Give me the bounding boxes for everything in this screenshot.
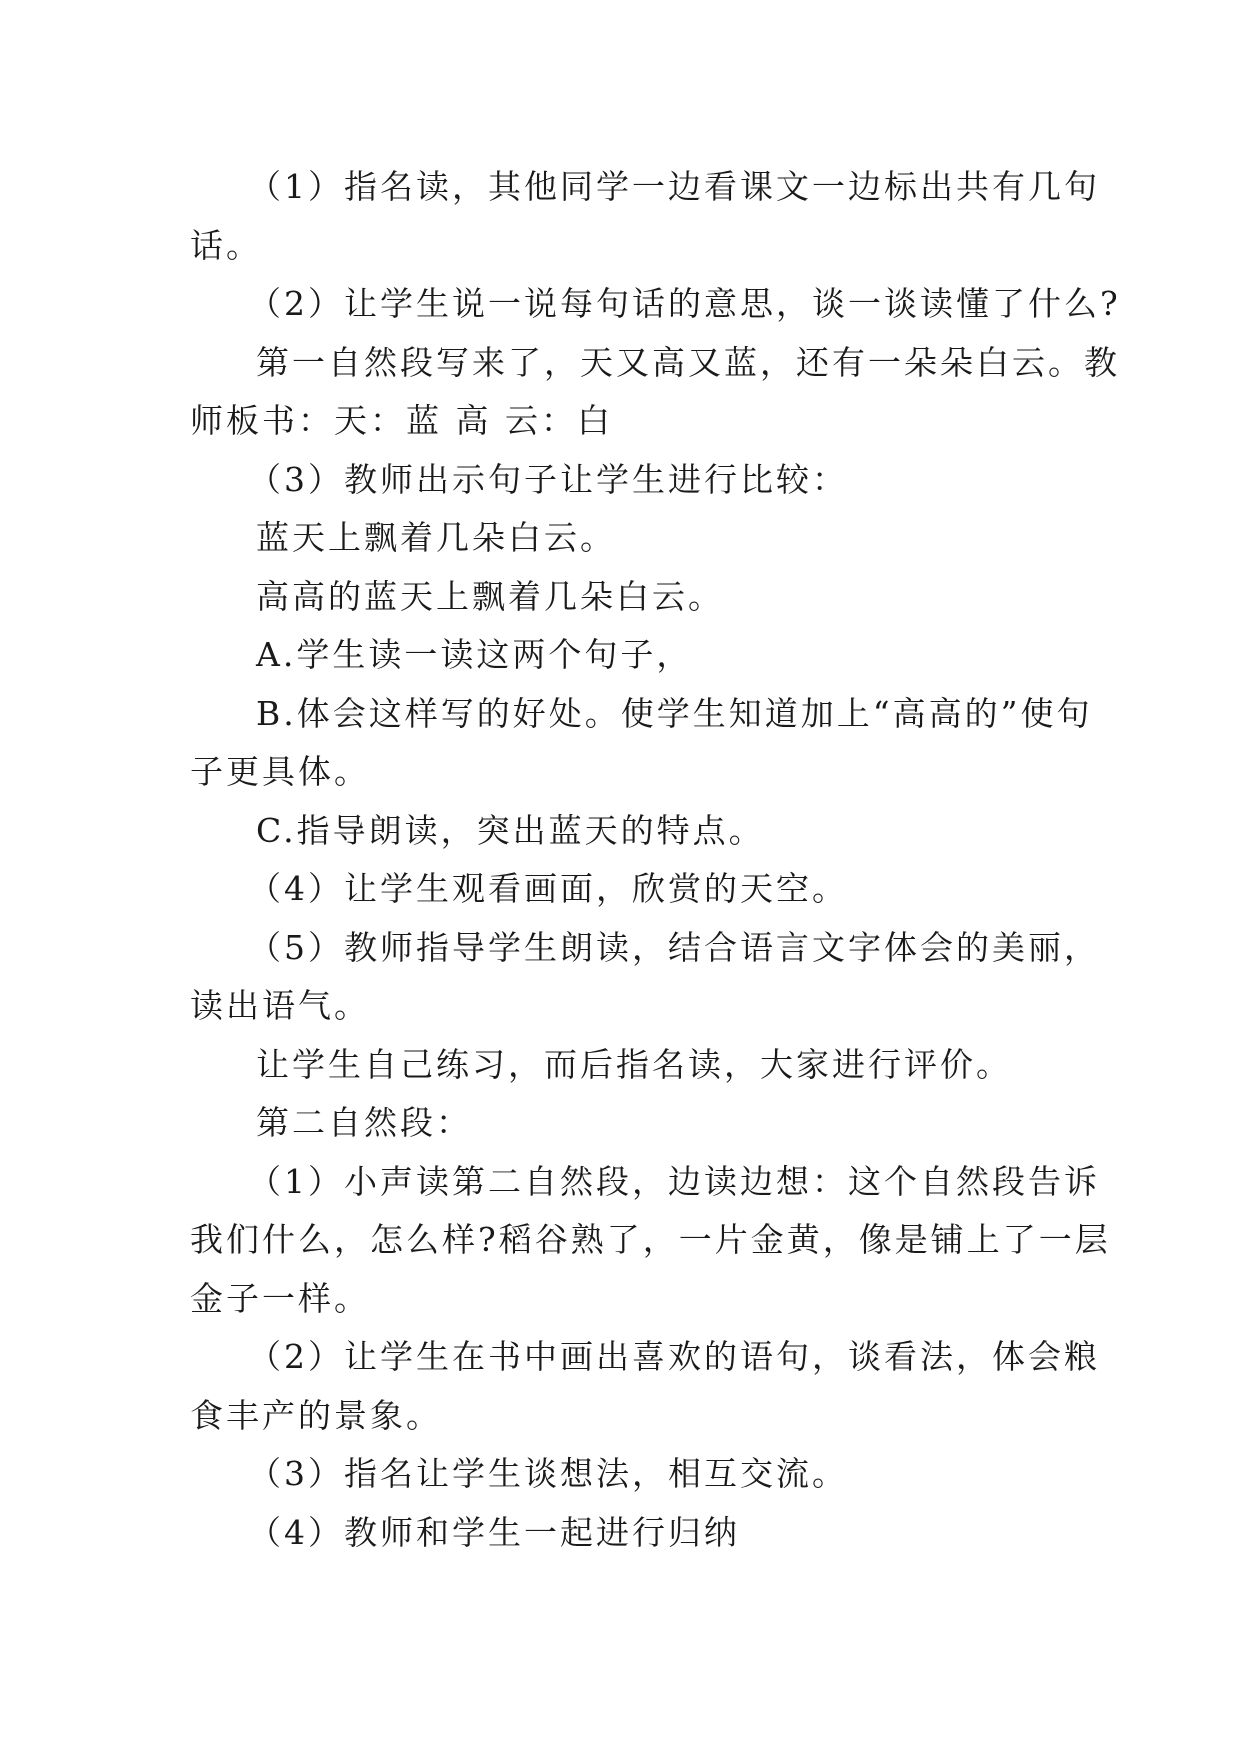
text-line: （1）指名读，其他同学一边看课文一边标出共有几句 <box>248 167 1100 206</box>
text-line: 第一自然段写来了，天又高又蓝，还有一朵朵白云。教 <box>256 342 1120 382</box>
text-line: 第二自然段： <box>256 1103 472 1142</box>
text-line: 话。 <box>190 225 262 265</box>
text-line: 食丰产的景象。 <box>190 1395 442 1435</box>
text-line: （3）指名让学生谈想法，相互交流。 <box>248 1454 848 1493</box>
text-line: （2）让学生在书中画出喜欢的语句，谈看法，体会粮 <box>248 1337 1100 1376</box>
text-line: （5）教师指导学生朗读，结合语言文字体会的美丽， <box>248 927 1100 967</box>
text-line: （4）让学生观看画面，欣赏的天空。 <box>248 869 848 908</box>
text-line: 师板书：天：蓝 高 云：白 <box>190 401 613 440</box>
text-line: 金子一样。 <box>190 1278 370 1318</box>
text-line: （3）教师出示句子让学生进行比较： <box>248 459 848 499</box>
text-line: 读出语气。 <box>190 986 370 1025</box>
text-line: A.学生读一读这两个句子， <box>256 635 693 674</box>
text-line: 我们什么，怎么样?稻谷熟了，一片金黄，像是铺上了一层 <box>190 1220 1111 1259</box>
text-line: 高高的蓝天上飘着几朵白云。 <box>256 576 724 616</box>
text-line: C.指导朗读，突出蓝天的特点。 <box>256 810 765 850</box>
text-line: 蓝天上飘着几朵白云。 <box>256 518 616 557</box>
text-line: （4）教师和学生一起进行归纳 <box>248 1512 740 1552</box>
text-line: B.体会这样写的好处。使学生知道加上“高高的”使句 <box>256 693 1093 733</box>
text-line: 让学生自己练习，而后指名读，大家进行评价。 <box>256 1044 1012 1084</box>
document-body <box>190 158 1121 1562</box>
text-line: （2）让学生说一说每句话的意思，谈一谈读懂了什么? <box>248 284 1121 323</box>
text-line: 子更具体。 <box>190 752 370 791</box>
text-line: （1）小声读第二自然段，边读边想：这个自然段告诉 <box>248 1161 1100 1201</box>
